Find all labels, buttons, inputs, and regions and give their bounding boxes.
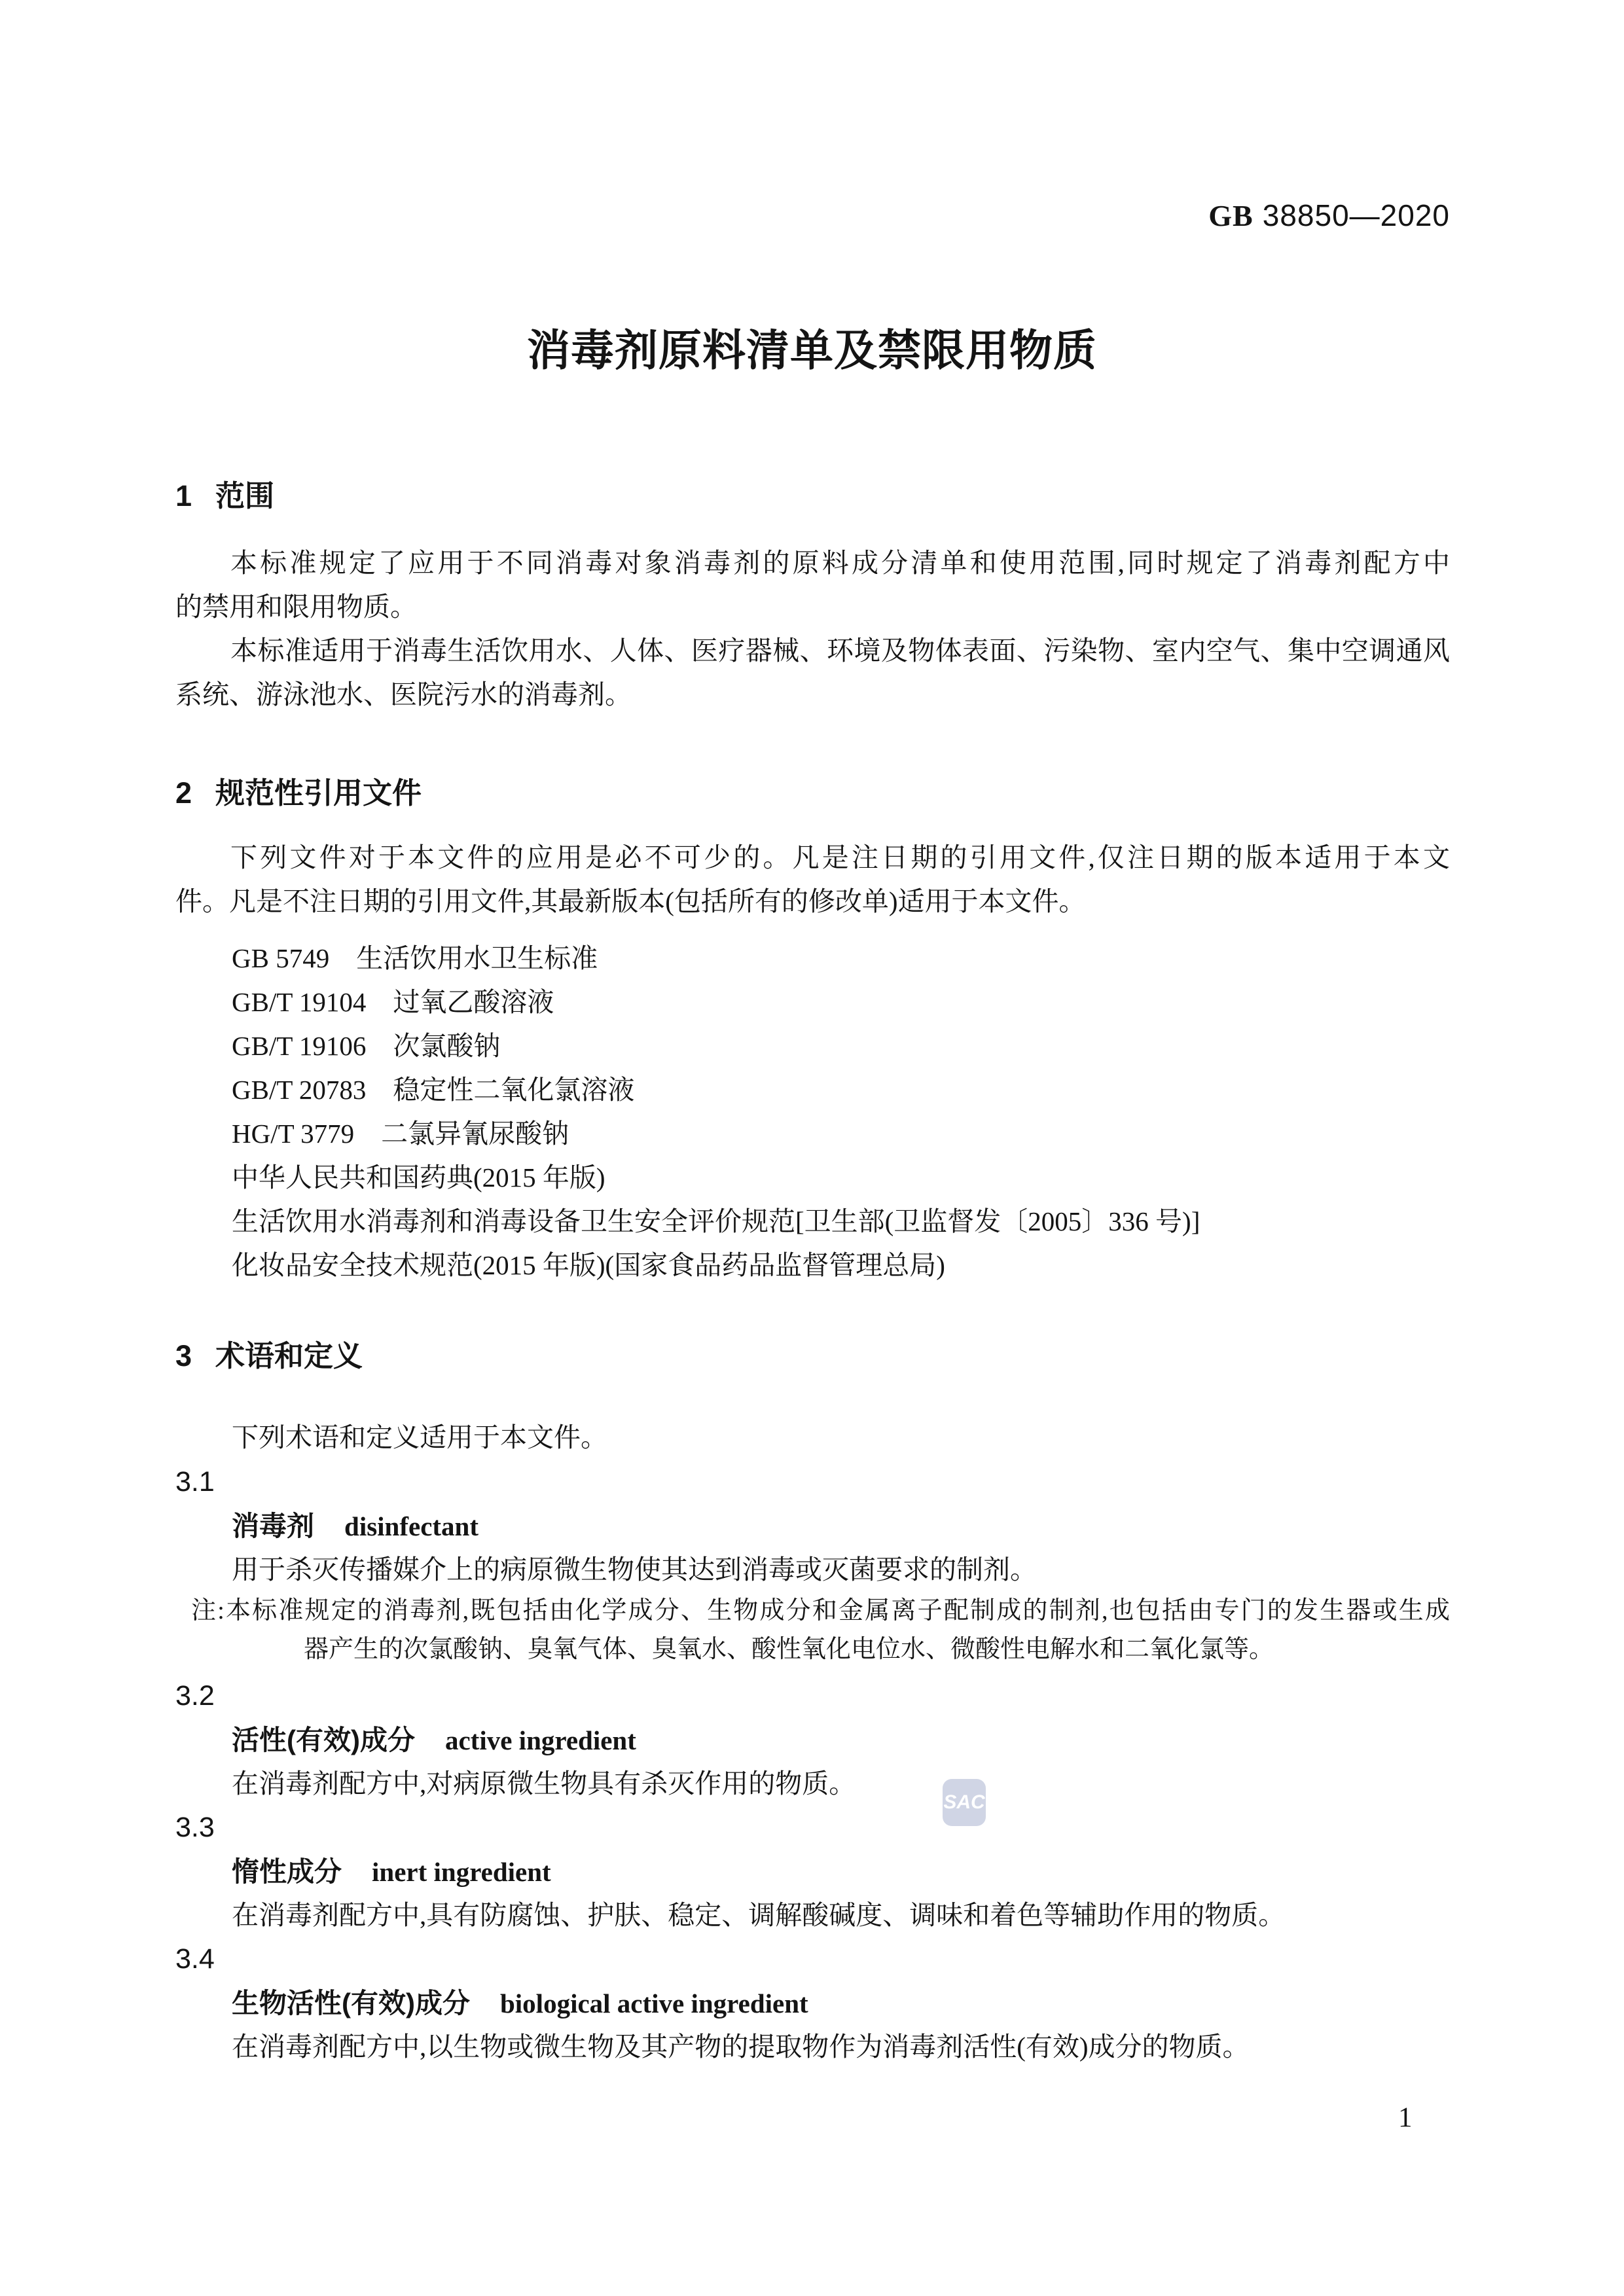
sac-watermark-icon: SAC bbox=[943, 1779, 986, 1826]
term-heading bbox=[175, 1981, 1506, 2026]
reference-item: GB/T 20783 稳定性二氧化氯溶液 bbox=[232, 1075, 635, 1105]
term-definition: 在消毒剂配方中,以生物或微生物及其产物的提取物作为消毒剂活性(有效)成分的物质。 bbox=[232, 2032, 1250, 2062]
term-zh: 生物活性(有效)成分 bbox=[232, 1988, 470, 2018]
reference-item: HG/T 3779 二氯异氰尿酸钠 bbox=[232, 1119, 569, 1149]
term-definition: 在消毒剂配方中,具有防腐蚀、护肤、稳定、调解酸碱度、调味和着色等辅助作用的物质。 bbox=[232, 1900, 1286, 1930]
term-heading bbox=[175, 1850, 1506, 1894]
term-zh: 活性(有效)成分 bbox=[232, 1725, 415, 1755]
term-definition: 用于杀灭传播媒介上的病原微生物使其达到消毒或灭菌要求的制剂。 bbox=[232, 1554, 1037, 1585]
reference-item: GB/T 19106 次氯酸钠 bbox=[232, 1031, 501, 1061]
standard-code bbox=[175, 195, 1450, 236]
page-number: 1 bbox=[1398, 2102, 1413, 2133]
reference-item: 中华人民共和国药典(2015 年版) bbox=[232, 1162, 605, 1193]
paragraph-line: 下列文件对于本文件的应用是必不可少的。凡是注日期的引用文件,仅注日期的版本适用于本文 bbox=[230, 842, 1450, 872]
section-title: 范围 bbox=[215, 479, 275, 512]
term-en: disinfectant bbox=[344, 1511, 479, 1541]
section-title: 术语和定义 bbox=[215, 1339, 363, 1372]
section-heading-normative-refs bbox=[175, 771, 1450, 815]
reference-item: 生活饮用水消毒剂和消毒设备卫生安全评价规范[卫生部(卫监督发〔2005〕336 号)] bbox=[232, 1206, 1200, 1236]
section-heading-terms bbox=[175, 1334, 1450, 1378]
clause-number: 3.2 bbox=[175, 1680, 215, 1712]
terms-intro: 下列术语和定义适用于本文件。 bbox=[232, 1422, 607, 1452]
term-heading bbox=[175, 1504, 1506, 1549]
paragraph-line: 本标准规定了应用于不同消毒对象消毒剂的原料成分清单和使用范围,同时规定了消毒剂配方中 bbox=[230, 548, 1450, 578]
standard-code-number: 38850—2020 bbox=[1262, 198, 1450, 232]
clause-number: 3.3 bbox=[175, 1812, 215, 1843]
term-en: active ingredient bbox=[444, 1725, 636, 1755]
term-heading bbox=[175, 1718, 1506, 1763]
section-heading-scope bbox=[175, 474, 1450, 518]
paragraph-line: 本标准适用于消毒生活饮用水、人体、医疗器械、环境及物体表面、污染物、室内空气、集中空调通风 bbox=[230, 636, 1450, 666]
note-line: 注:本标准规定的消毒剂,既包括由化学成分、生物成分和金属离子配制成的制剂,也包括由专门的发生器或生成 bbox=[191, 1597, 1450, 1624]
term-zh: 惰性成分 bbox=[232, 1856, 342, 1887]
term-en: inert ingredient bbox=[372, 1857, 551, 1887]
reference-item: 化妆品安全技术规范(2015 年版)(国家食品药品监督管理总局) bbox=[232, 1250, 945, 1280]
reference-item: GB 5749 生活饮用水卫生标准 bbox=[232, 943, 598, 973]
reference-item: GB/T 19104 过氧乙酸溶液 bbox=[232, 987, 554, 1017]
term-definition: 在消毒剂配方中,对病原微生物具有杀灭作用的物质。 bbox=[232, 1768, 856, 1799]
paragraph-line: 件。凡是不注日期的引用文件,其最新版本(包括所有的修改单)适用于本文件。 bbox=[175, 886, 1086, 916]
section-number: 2 bbox=[175, 776, 192, 810]
clause-number: 3.4 bbox=[175, 1943, 215, 1975]
standard-code-prefix: GB bbox=[1208, 199, 1254, 232]
document-title: 消毒剂原料清单及禁限用物质 bbox=[527, 326, 1097, 374]
term-zh: 消毒剂 bbox=[232, 1511, 315, 1541]
paragraph-line: 系统、游泳池水、医院污水的消毒剂。 bbox=[175, 679, 632, 709]
term-en: biological active ingredient bbox=[499, 1988, 808, 2018]
paragraph-line: 的禁用和限用物质。 bbox=[175, 592, 417, 622]
note-line: 器产生的次氯酸钠、臭氧气体、臭氧水、酸性氧化电位水、微酸性电解水和二氧化氯等。 bbox=[304, 1636, 1274, 1663]
section-number: 3 bbox=[175, 1339, 192, 1372]
section-number: 1 bbox=[175, 479, 192, 512]
section-title: 规范性引用文件 bbox=[215, 776, 422, 810]
clause-number: 3.1 bbox=[175, 1466, 215, 1498]
